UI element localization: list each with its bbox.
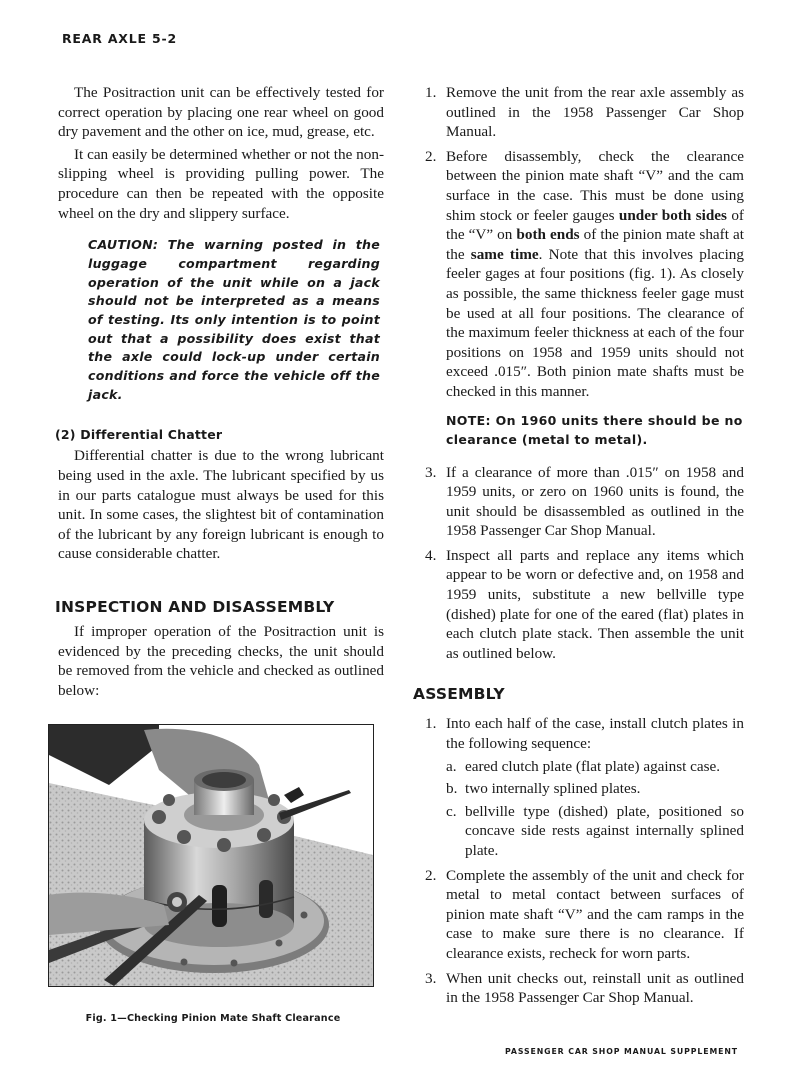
figure-photo <box>48 724 374 987</box>
step-text: of the “V” on <box>446 206 744 244</box>
step-text: Into each half of the case, install clutch plates in the following sequence: <box>446 715 744 753</box>
step-text: If a clearance of more than .015″ on 1958 and 1959 units, or zero on 1960 units is found, the unit should be disassembled as outlined in the 1958 Passenger Car Shop Manual. <box>446 463 744 540</box>
sequence-item <box>446 779 744 799</box>
step-text: Remove the unit from the rear axle assembly as outlined in the 1958 Passenger Car Shop Manual. <box>446 84 744 141</box>
emphasis-text: under both sides <box>618 206 727 224</box>
item-letter: a. <box>446 757 457 775</box>
disassembly-steps-continued <box>420 463 744 664</box>
assembly-steps <box>420 714 744 1007</box>
page-footer: PASSENGER CAR SHOP MANUAL SUPPLEMENT <box>504 1047 738 1056</box>
step-number: 2. <box>425 147 437 165</box>
item-text: two internally splined plates. <box>465 780 641 798</box>
step-text: of the pinion mate shaft at the <box>446 226 744 263</box>
step-number: 1. <box>425 715 437 733</box>
step-text: Inspect all parts and replace any items which appear to be worn or defective and, on 1958 and 1959 units, substitute a new bellville type (dished) plate for one of the eared (flat) plates in each clutch plate stack. Then assemble the unit as outlined below. <box>446 546 744 662</box>
disassembly-step <box>420 147 744 402</box>
item-letter: b. <box>446 780 458 798</box>
inspection-paragraph: If improper operation of the Positraction unit is evidenced by the preceding checks, the unit should be removed from the vehicle and checked as outlined below: <box>58 623 384 699</box>
item-letter: c. <box>446 802 457 820</box>
emphasis-text: same time <box>470 245 539 263</box>
intro-paragraph: The Positraction unit can be effectively tested for correct operation by placing one rear wheel on good dry pavement and the other on ice, mud, grease, etc. <box>58 84 384 141</box>
step-number: 3. <box>425 463 437 481</box>
sequence-item <box>446 757 744 777</box>
differential-chatter-paragraph: Differential chatter is due to the wrong lubricant being used in the axle. The lubricant specified by us in our parts catalogue must always be used for this unit. In some cases, the slightest bit of contamination of the lubricant by any foreign lubricant is enough to cause considerable chatter. <box>58 447 384 563</box>
right-column <box>413 83 744 1008</box>
plate-sequence-list <box>446 757 744 861</box>
subsection-heading-differential-chatter: (2) Differential Chatter <box>55 427 223 443</box>
step-number: 4. <box>425 546 437 564</box>
step-number: 3. <box>425 969 437 987</box>
disassembly-step <box>420 463 744 541</box>
step-text: Before disassembly, check the clearance between the pinion mate shaft “V” and the cam surface in the case. This must be done using shim stock or feeler gauges <box>446 147 744 224</box>
assembly-step <box>420 866 744 964</box>
section-heading-assembly: ASSEMBLY <box>413 685 505 704</box>
assembly-step <box>420 969 744 1008</box>
disassembly-step <box>420 546 744 664</box>
emphasis-text: both ends <box>516 226 580 244</box>
step-number: 2. <box>425 866 437 884</box>
assembly-step <box>420 714 744 860</box>
item-text: bellville type (dished) plate, positioned so concave side rests against internally splined plate. <box>465 802 744 859</box>
differential-case-photo-icon <box>49 725 373 986</box>
item-text: eared clutch plate (flat plate) against case. <box>465 757 721 775</box>
intro-paragraph: It can easily be determined whether or not the non-slipping wheel is providing pulling power. The procedure can then be repeated with the opposite wheel on the dry and slippery surface. <box>58 145 384 222</box>
step-number: 1. <box>425 84 437 101</box>
step-text: When unit checks out, reinstall unit as outlined in the 1958 Passenger Car Shop Manual. <box>446 969 744 1007</box>
note-1960-units: NOTE: On 1960 units there should be no clearance (metal to metal). <box>446 412 743 447</box>
step-text: . Note that this involves placing feeler gages at four positions (fig. 1). As closely as possible, the same thickness feeler gage must be used at all four positions. The clearance of the maximum feeler thickness at each of the four positions on 1958 and 1959 units should not exceed .015″. Both pinion mate shafts must be checked in this manner. <box>446 245 744 400</box>
left-column <box>55 83 384 700</box>
disassembly-steps <box>420 83 744 402</box>
page-header: REAR AXLE 5-2 <box>62 31 177 46</box>
figure-caption: Fig. 1—Checking Pinion Mate Shaft Clearance <box>85 1013 341 1024</box>
section-heading-inspection: INSPECTION AND DISASSEMBLY <box>55 598 335 617</box>
caution-note: CAUTION: The warning posted in the luggage compartment regarding operation of the unit while on a jack should not be interpreted as a means of testing. Its only intention is to point out that a possibility does exist that the axle could lock-up under certain conditions and force the vehicle off the jack. <box>88 237 380 402</box>
step-text: Complete the assembly of the unit and check for metal to metal contact between surfaces of pinion mate shaft “V” and the cam ramps in the case to make sure there is no clearance. If clearance exists, recheck for worn parts. <box>446 866 744 962</box>
sequence-item <box>446 802 744 861</box>
disassembly-step <box>420 83 744 142</box>
